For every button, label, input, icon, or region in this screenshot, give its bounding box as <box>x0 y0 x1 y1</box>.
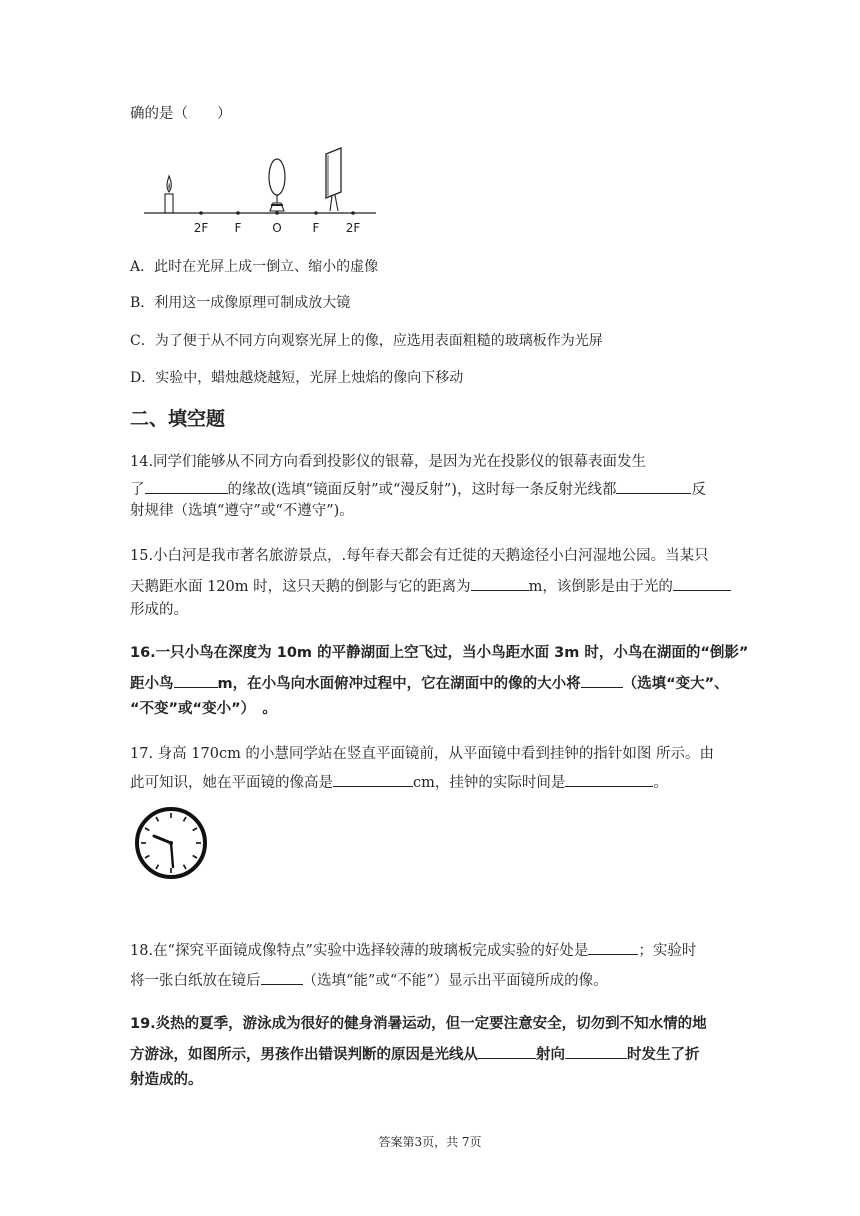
q16-line-1: 16.一只小鸟在深度为 10m 的平静湖面上空飞过，当小鸟距水面 3m 时，小鸟在湖面的“倒影” <box>130 645 749 661</box>
q16-line-2 <box>130 671 729 694</box>
candle-icon <box>165 176 173 213</box>
q15-text-b: m，该倒影是由于光的 <box>528 579 673 595</box>
point-f-right <box>314 211 318 215</box>
q17-text-b: cm，挂钟的实际时间是 <box>413 775 566 791</box>
q13-option-d: D．实验中，蜡烛越烧越短，光屏上烛焰的像向下移动 <box>130 370 464 386</box>
q16-text-a: 距小鸟 <box>130 676 174 692</box>
q14-text-b: 的缘故(选填“镜面反射”或“漫反射”)，这时每一条反射光线都 <box>227 482 617 498</box>
q16-text-c: （选填“变大”、 <box>622 676 729 692</box>
q13-option-a: A．此时在光屏上成一倒立、缩小的虚像 <box>130 259 379 275</box>
label-2f-right: 2F <box>345 221 361 235</box>
lens-experiment-figure <box>140 140 380 240</box>
q17-line-1: 17. 身高 170cm 的小慧同学站在竖直平面镜前，从平面镜中看到挂钟的指针如图 所示。由 <box>130 746 715 762</box>
q18-text-a: 18.在“探究平面镜成像特点”实验中选择较薄的玻璃板完成实验的好处是 <box>130 943 589 959</box>
q14-blank-1[interactable] <box>145 477 228 494</box>
q18-line-1 <box>130 938 696 961</box>
light-screen-icon <box>326 148 341 211</box>
q14-line-1: 14.同学们能够从不同方向看到投影仪的银幕，是因为光在投影仪的银幕表面发生 <box>130 454 647 470</box>
q18-text-b: ；实验时 <box>638 943 697 959</box>
q15-line-1: 15.小白河是我市著名旅游景点，.每年春天都会有迁徙的天鹅途径小白河湿地公园。当某只 <box>130 548 709 564</box>
label-f-left: F <box>234 221 242 235</box>
convex-lens-icon <box>269 159 285 211</box>
q18-blank-2[interactable] <box>261 968 303 985</box>
q18-blank-1[interactable] <box>588 938 638 955</box>
q16-blank-2[interactable] <box>581 671 623 688</box>
label-o: O <box>272 221 282 235</box>
label-2f-left: 2F <box>193 221 209 235</box>
point-o <box>275 211 279 215</box>
q19-line-2 <box>130 1042 700 1065</box>
q18-line-2 <box>130 968 608 991</box>
q19-text-b: 射向 <box>536 1047 565 1063</box>
q17-line-2 <box>130 770 668 793</box>
q14-blank-2[interactable] <box>616 477 691 494</box>
q18-text-c: 将一张白纸放在镜后 <box>130 973 261 989</box>
q19-line-3: 射造成的。 <box>130 1072 203 1088</box>
q19-text-a: 方游泳，如图所示，男孩作出错误判断的原因是光线从 <box>130 1047 478 1063</box>
q16-text-b: m，在小鸟向水面俯冲过程中，它在湖面中的像的大小将 <box>217 676 581 692</box>
q14-text-a: 了 <box>130 482 145 498</box>
q19-line-1: 19.炎热的夏季，游泳成为很好的健身消暑运动，但一定要注意安全，切勿到不知水情的地 <box>130 1016 707 1032</box>
q15-blank-2[interactable] <box>673 574 731 591</box>
q14-line-2 <box>130 477 706 500</box>
q19-text-c: 时发生了折 <box>627 1047 700 1063</box>
clock-figure <box>132 805 212 881</box>
q17-blank-1[interactable] <box>333 770 413 787</box>
q17-text-c: 。 <box>653 775 668 791</box>
q15-text-a: 天鹅距水面 120m 时，这只天鹅的倒影与它的距离为 <box>130 579 471 595</box>
q19-blank-2[interactable] <box>565 1042 627 1059</box>
q15-line-2 <box>130 574 731 597</box>
q15-blank-1[interactable] <box>471 574 529 591</box>
q13-stem-end: 确的是（ ） <box>130 106 232 122</box>
point-2f-left <box>199 211 203 215</box>
q13-option-c: C．为了便于从不同方向观察光屏上的像，应选用表面粗糙的玻璃板作为光屏 <box>130 333 603 349</box>
q19-blank-1[interactable] <box>478 1042 536 1059</box>
q15-line-3: 形成的。 <box>130 602 188 618</box>
clock-hour-hand <box>154 836 171 843</box>
q17-text-a: 此可知识，她在平面镜的像高是 <box>130 775 333 791</box>
q14-text-c: 反 <box>691 482 706 498</box>
page-footer: 答案第3页，共 7页 <box>378 1135 482 1149</box>
point-f-left <box>236 211 240 215</box>
q18-text-d: （选填“能”或“不能”）显示出平面镜所成的像。 <box>302 973 608 989</box>
q16-blank-1[interactable] <box>174 671 218 688</box>
label-f-right: F <box>312 221 320 235</box>
q14-line-3: 射规律（选填“遵守”或“不遵守”)。 <box>130 503 354 519</box>
clock-minute-hand <box>171 843 173 867</box>
section-title: 二、填空题 <box>130 408 226 430</box>
q13-option-b: B．利用这一成像原理可制成放大镜 <box>130 295 351 311</box>
point-2f-right <box>351 211 355 215</box>
q17-blank-2[interactable] <box>565 770 653 787</box>
q16-line-3: “不变”或“变小”） 。 <box>130 701 277 717</box>
